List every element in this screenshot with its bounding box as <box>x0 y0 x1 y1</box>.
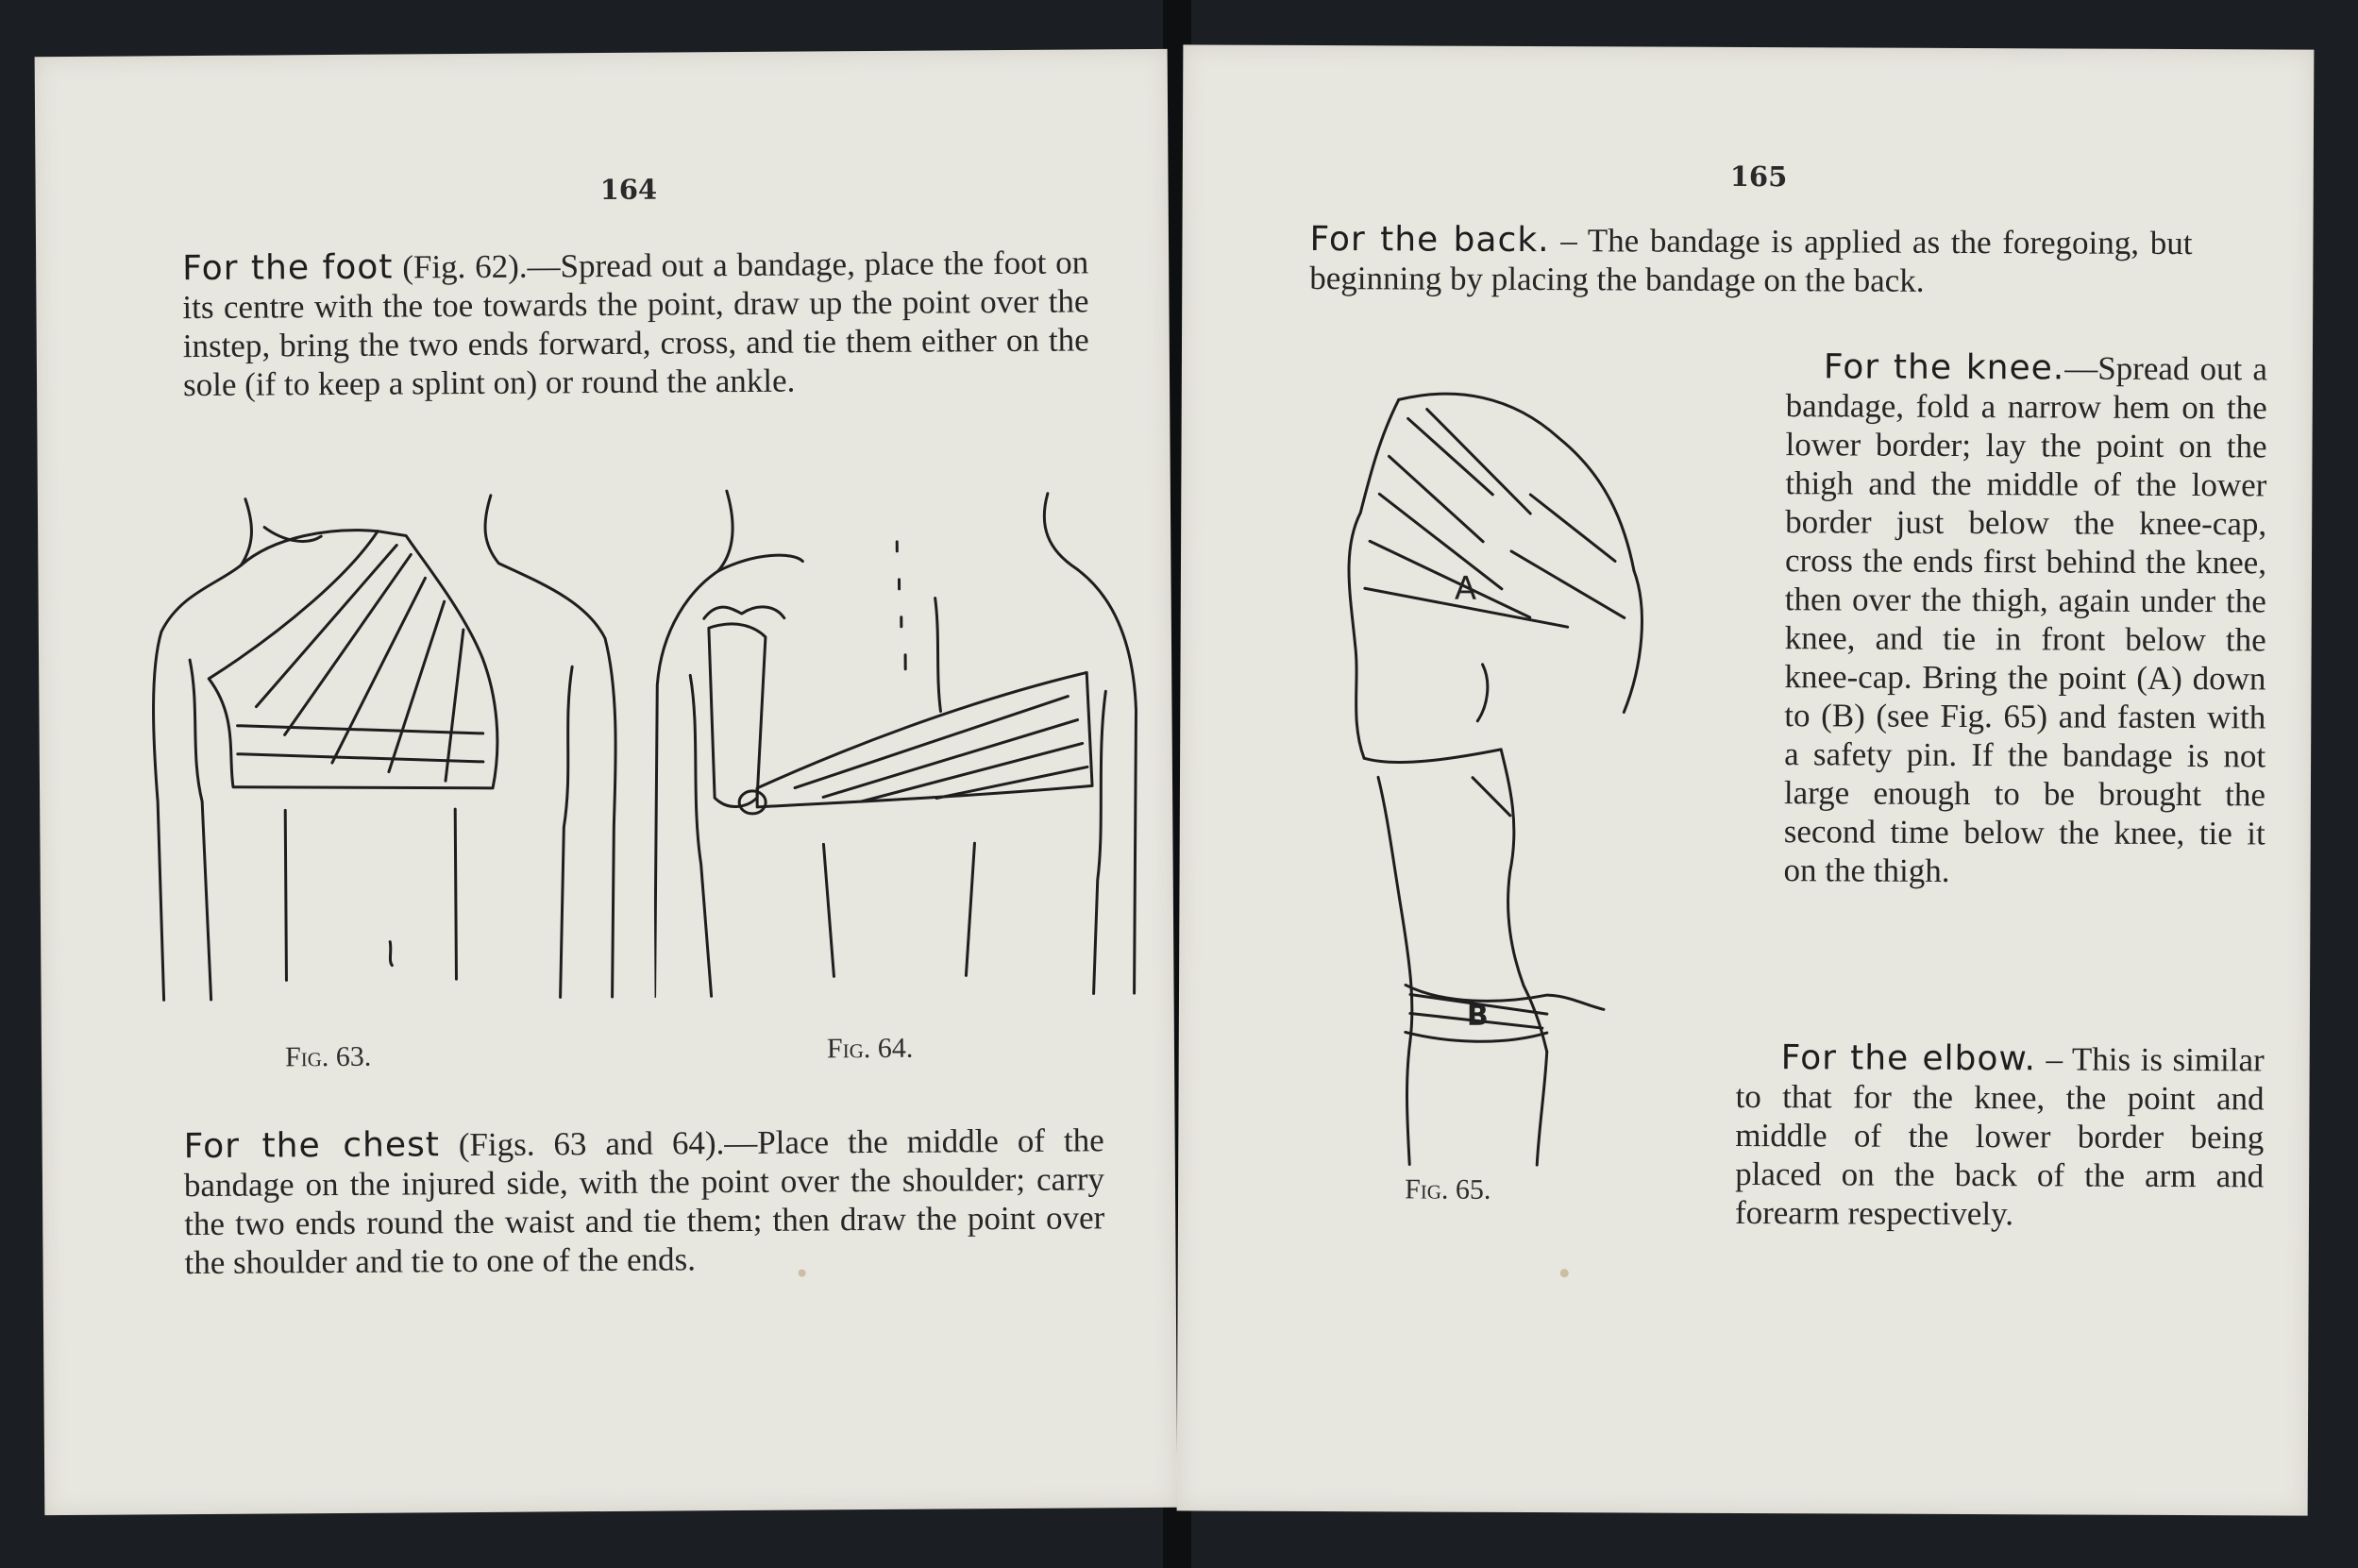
back-heading: For the back. <box>1309 219 1550 261</box>
page-number: 164 <box>599 173 658 207</box>
figure-64-caption: Fig. 64. <box>826 1032 914 1065</box>
elbow-paragraph <box>1735 1038 2265 1234</box>
label-a: A <box>1454 569 1477 608</box>
elbow-heading: For the elbow. <box>1780 1038 2037 1079</box>
page-164 <box>35 49 1178 1515</box>
chest-body: (Figs. 63 and 64).—Place the middle of the bandage on the injured side, with the point over the shoulder; carry the two ends round the waist and tie them; then draw the point over the shoulder and tie to one of the ends. <box>183 1121 1105 1282</box>
figure-65-caption: Fig. 65. <box>1405 1173 1491 1206</box>
knee-body: —Spread out a bandage, fold a narrow hem on the lower border; lay the point on the thigh and the middle of the lower border just below the knee-cap, cross the ends first behind the knee, then over the thigh, again under the knee, and tie in front below the knee-cap. Bring the point (A) down to (B) (see Fig. 65) and fasten with a safety pin. If the bandage is not large enough to be brought the second time below the knee, tie it on the thigh. <box>1783 349 2268 889</box>
figure-63-chest-front-illustration <box>142 487 636 1038</box>
chest-paragraph <box>184 1121 1105 1282</box>
chest-heading: For the chest <box>183 1125 441 1167</box>
foot-paragraph <box>182 243 1089 404</box>
figure-63-caption: Fig. 63. <box>284 1040 372 1073</box>
foot-body: (Fig. 62).—Spread out a bandage, place the foot on its centre with the toe towards the point, draw up the point over the instep, bring the two ends forward, cross, and tie them either on the sole (if to keep a splint on) or round the ankle. <box>182 244 1089 404</box>
foot-heading: For the foot <box>182 247 394 289</box>
label-b: B <box>1466 999 1489 1033</box>
knee-heading: For the knee. <box>1823 347 2065 388</box>
paper-stain <box>799 1270 806 1277</box>
figure-64-chest-back-illustration <box>651 483 1146 1035</box>
page-number: 165 <box>1729 160 1788 194</box>
page-165 <box>1177 44 2315 1515</box>
knee-paragraph <box>1783 347 2266 891</box>
elbow-body: – This is similar to that for the knee, the point and middle of the lower border being placed on the back of the arm and forearm respectively. <box>1734 1040 2265 1233</box>
figure-65-knee-illustration <box>1320 380 1720 1175</box>
back-body: – The bandage is applied as the foregoing, but beginning by placing the bandage on the back. <box>1309 222 2193 299</box>
paper-stain <box>1560 1269 1569 1277</box>
back-paragraph <box>1309 220 2192 301</box>
